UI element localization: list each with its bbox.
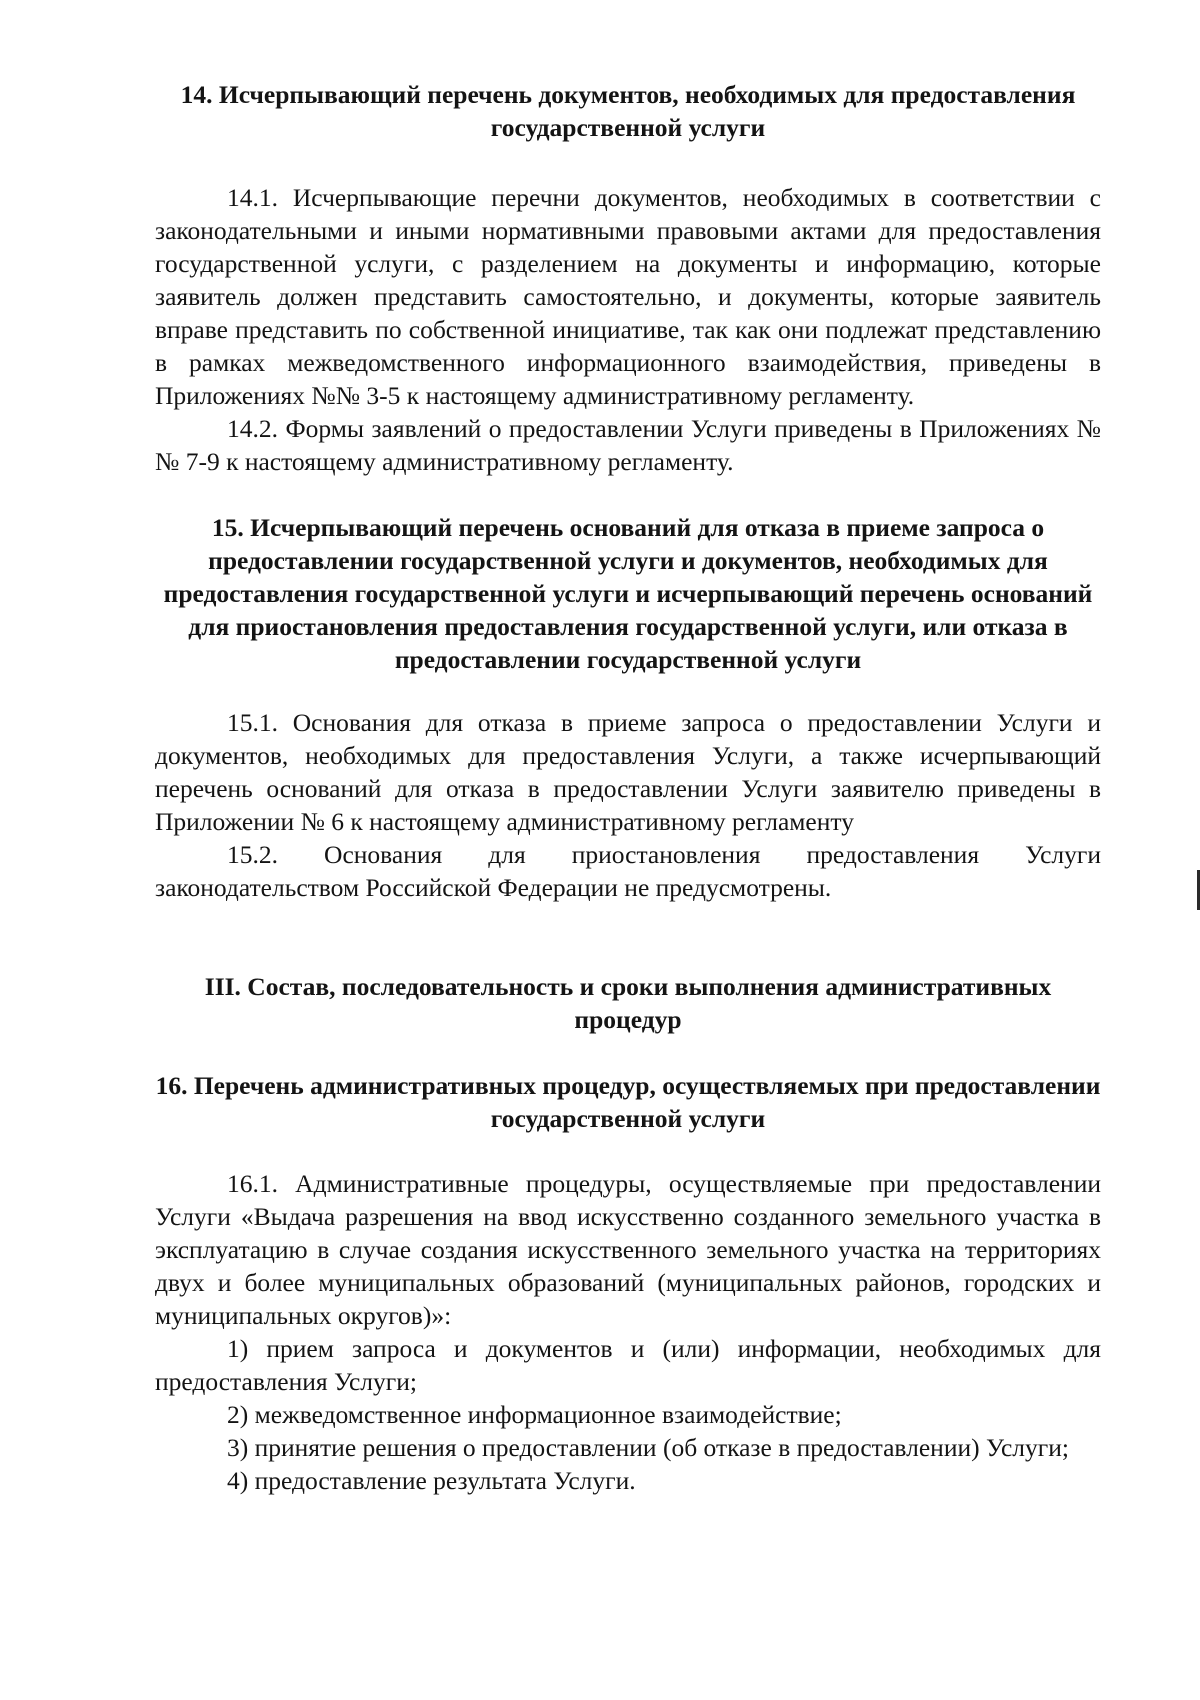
section-16-heading: 16. Перечень административных процедур, осуществляемых при предоставлении государственной услуги: [155, 1071, 1101, 1133]
section-15-heading: 15. Исчерпывающий перечень оснований для отказа в приеме запроса о предоставлении государственной услуги и документов, необходимых для предоставления государственной услуги и исчерпывающий перечень оснований для приостановления предоставления государственной услуги, или отказа в предоставлении государственной услуги: [163, 513, 1093, 674]
section-14-heading: 14. Исчерпывающий перечень документов, необходимых для предоставления государственной услуги: [180, 80, 1076, 142]
paragraph-16-1: 16.1. Административные процедуры, осуществляемые при предоставлении Услуги «Выдача разрешения на ввод искусственно созданного земельного участка в эксплуатацию в случае создания искусственного земельного участка на территориях двух и более муниципальных образований (муниципальных районов, городских и муниципальных округов)»:: [155, 1169, 1101, 1330]
paragraph-15-1: 15.1. Основания для отказа в приеме запроса о предоставлении Услуги и документов, необходимых для предоставления Услуги, а также исчерпывающий перечень оснований для отказа в предоставлении Услуги заявителю приведены в Приложении № 6 к настоящему административному регламенту: [155, 708, 1101, 836]
paragraph-14-1: 14.1. Исчерпывающие перечни документов, необходимых в соответствии с законодательными и иными нормативными правовыми актами для предоставления государственной услуги, с разделением на документы и информацию, которые заявитель должен представить самостоятельно, и документы, которые заявитель вправе представить по собственной инициативе, так как они подлежат представлению в рамках межведомственного информационного взаимодействия, приведены в Приложениях №№ 3-5 к настоящему административному регламенту.: [155, 183, 1101, 410]
list-item-4: 4) предоставление результата Услуги.: [227, 1466, 636, 1495]
chapter-3-heading: III. Состав, последовательность и сроки выполнения административных процедур: [204, 972, 1052, 1034]
document-page: [155, 78, 1101, 1497]
list-item-3: 3) принятие решения о предоставлении (об отказе в предоставлении) Услуги;: [227, 1433, 1069, 1462]
list-item-2: 2) межведомственное информационное взаимодействие;: [227, 1400, 842, 1429]
list-item-1: 1) прием запроса и документов и (или) информации, необходимых для предоставления Услуги;: [155, 1334, 1101, 1396]
paragraph-15-2: 15.2. Основания для приостановления предоставления Услуги законодательством Российской Федерации не предусмотрены.: [155, 840, 1101, 902]
paragraph-14-2: 14.2. Формы заявлений о предоставлении Услуги приведены в Приложениях №№ 7-9 к настоящему административному регламенту.: [155, 414, 1101, 476]
